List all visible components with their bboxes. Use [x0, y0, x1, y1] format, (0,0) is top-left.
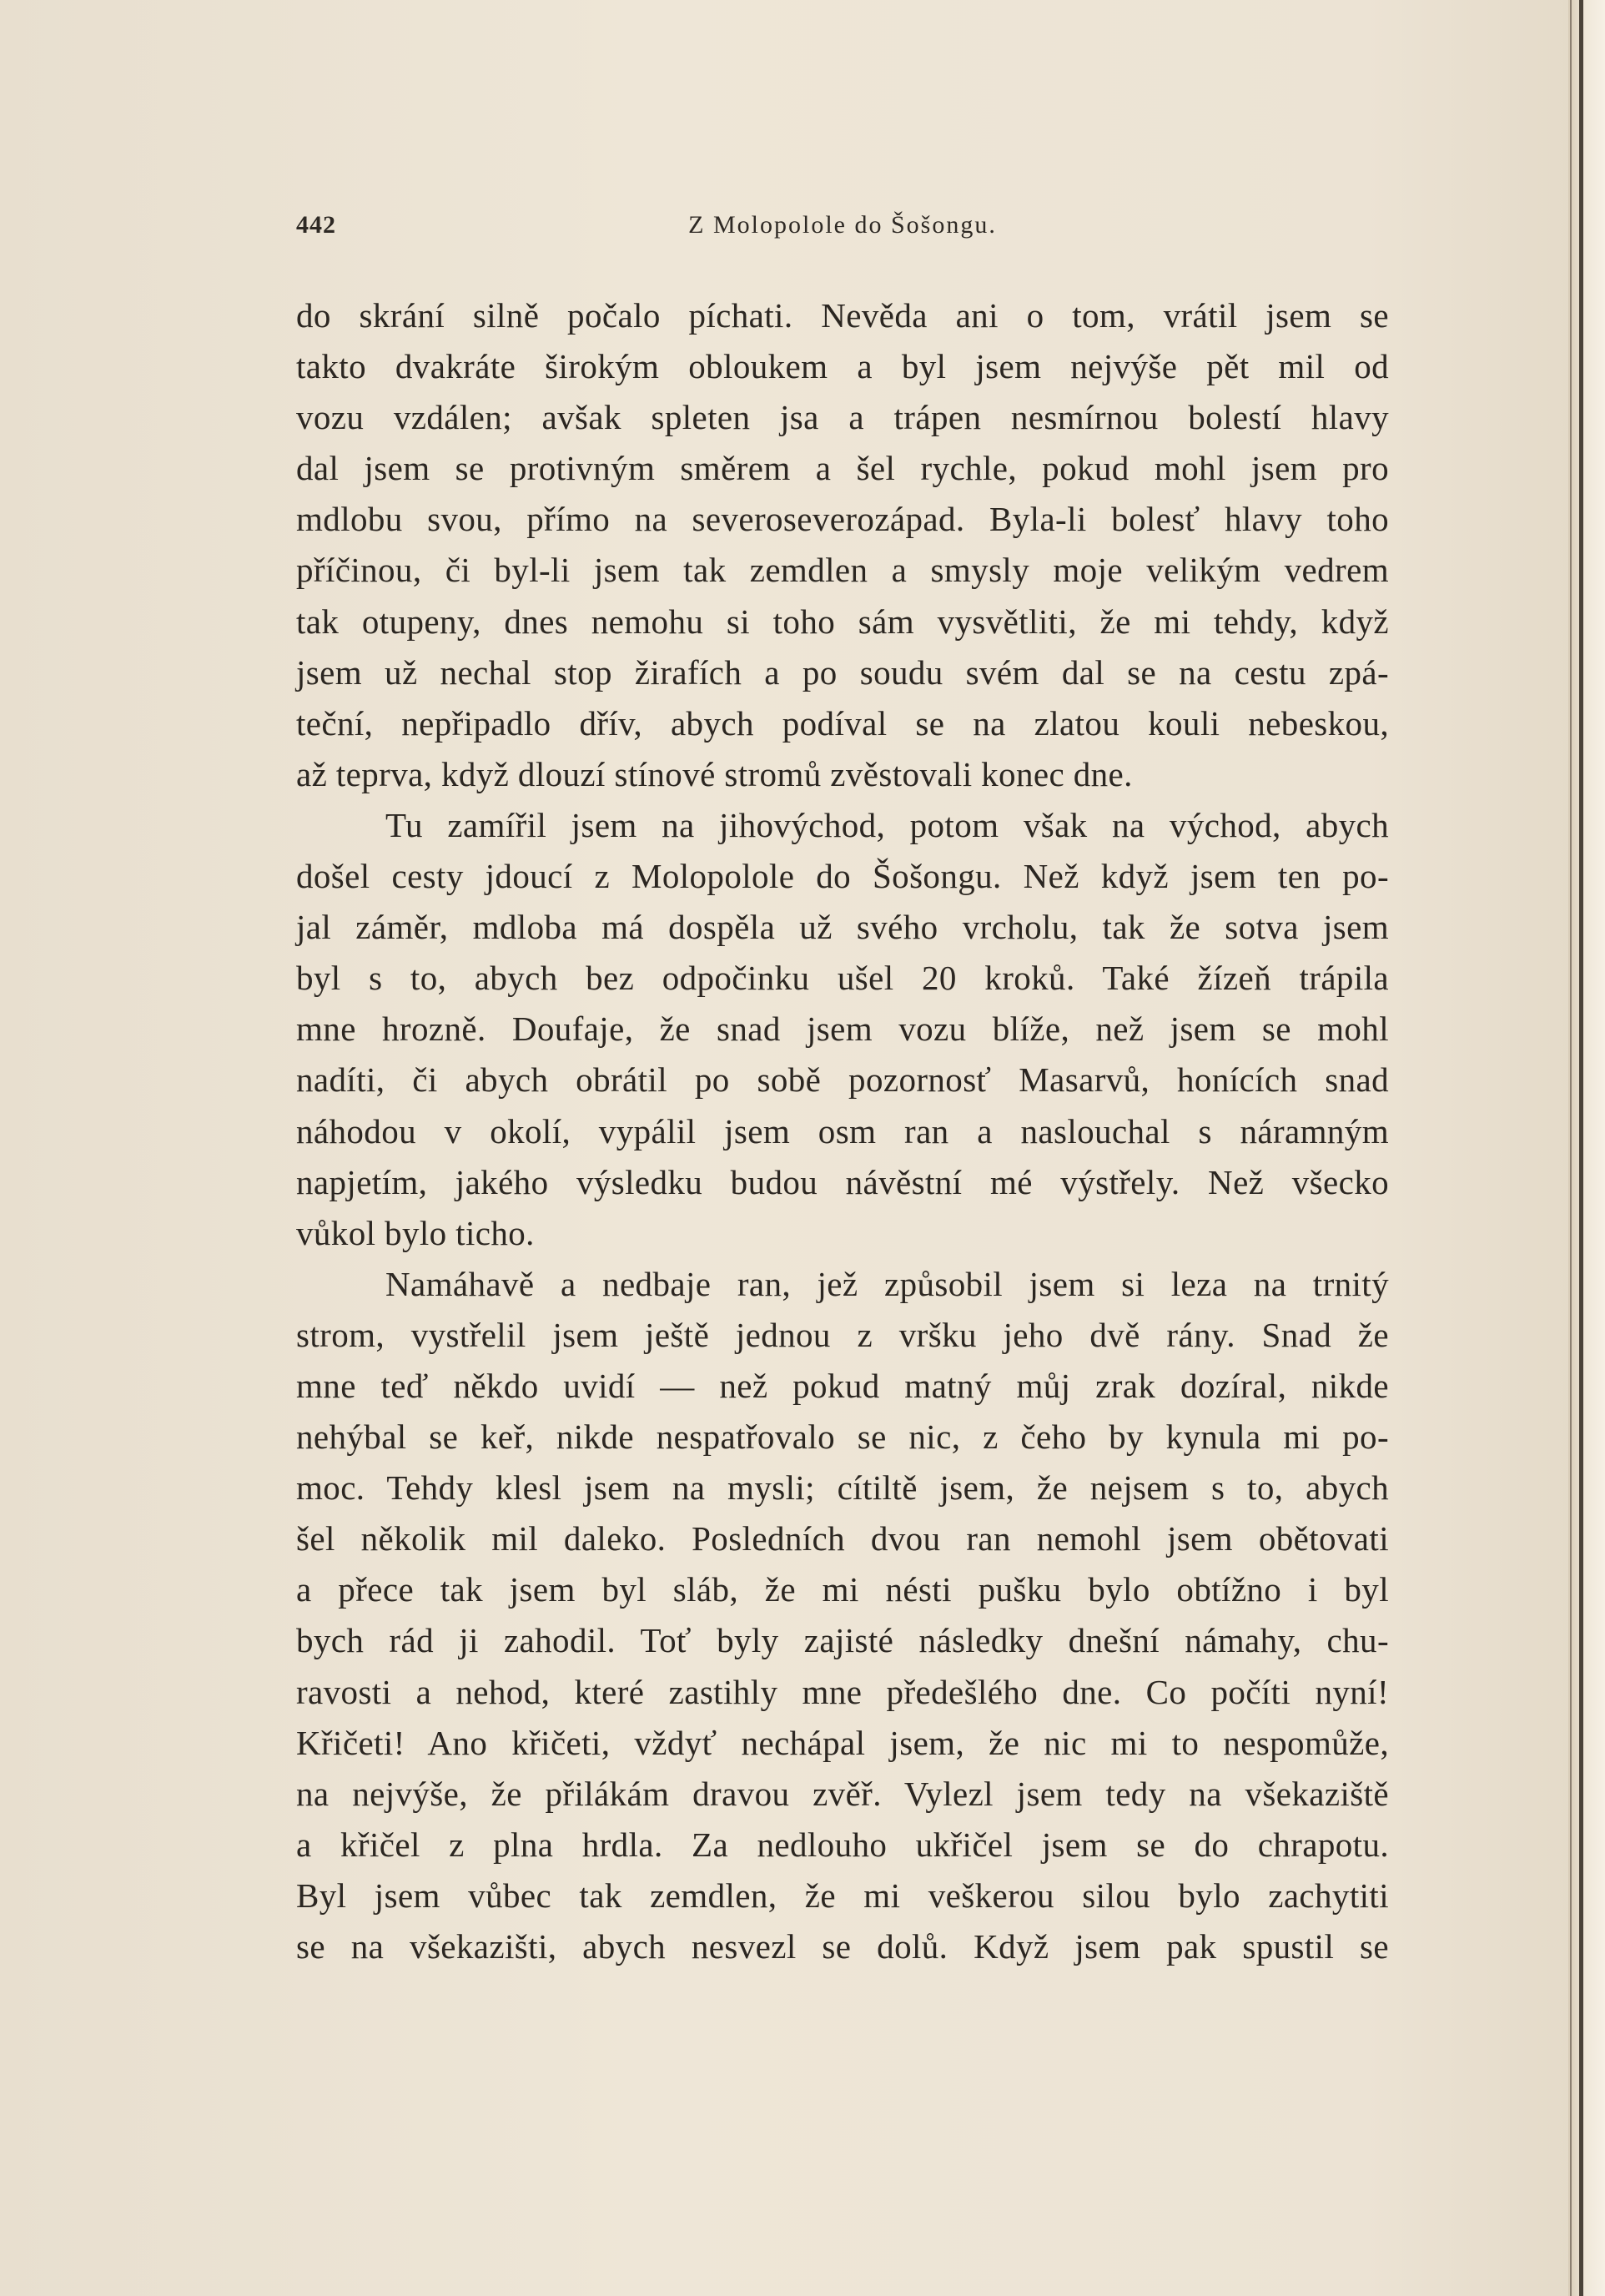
text-line: jsem už nechal stop žirafích a po soudu svém dal se na cestu zpá- — [296, 652, 1389, 692]
text-line: jal záměr, mdloba má dospěla už svého vrcholu, tak že sotva jsem — [296, 908, 1389, 947]
text-line: mne hrozně. Doufaje, že snad jsem vozu blíže, než jsem se mohl — [296, 1010, 1389, 1049]
text-line: a přece tak jsem byl sláb, že mi nésti pušku bylo obtížno i byl — [296, 1570, 1389, 1609]
running-head — [296, 211, 1389, 244]
text-line: nadíti, či abych obrátil po sobě pozornosť Masarvů, honících snad — [296, 1060, 1389, 1100]
text-line: až teprva, když dlouzí stínové stromů zvěstovali konec dne. — [296, 754, 1133, 793]
text-line: tak otupeny, dnes nemohu si toho sám vysvětliti, že mi tehdy, když — [296, 602, 1389, 641]
binding-edge — [1579, 0, 1583, 2296]
text-line: byl s to, abych bez odpočinku ušel 20 kroků. Také žízeň trápila — [296, 959, 1389, 998]
text-line: šel několik mil daleko. Posledních dvou ran nemohl jsem obětovati — [296, 1519, 1389, 1558]
page-edge — [1568, 0, 1605, 2296]
text-line: bych rád ji zahodil. Toť byly zajisté následky dnešní námahy, chu- — [296, 1621, 1389, 1660]
page-edge-line — [1570, 0, 1572, 2296]
text-line: Křičeti! Ano křičeti, vždyť nechápal jsem, že nic mi to nespomůže, — [296, 1723, 1389, 1762]
text-line: dal jsem se protivným směrem a šel rychle, pokud mohl jsem pro — [296, 449, 1389, 488]
page-number: 442 — [296, 211, 336, 239]
text-line: ravosti a nehod, které zastihly mne předešlého dne. Co počíti nyní! — [296, 1672, 1389, 1711]
text-line: mne teď někdo uvidí — než pokud matný můj zrak dozíral, nikde — [296, 1366, 1389, 1405]
text-line: teční, nepřipadlo dřív, abych podíval se na zlatou kouli nebeskou, — [296, 703, 1389, 743]
text-line: a křičel z plna hrdla. Za nedlouho ukřičel jsem se do chrapotu. — [296, 1825, 1389, 1864]
paragraph-first-line: Tu zamířil jsem na jihovýchod, potom však na východ, abych — [385, 805, 1389, 844]
text-line: došel cesty jdoucí z Molopolole do Šošongu. Než když jsem ten po- — [296, 857, 1389, 896]
paragraph-first-line: Namáhavě a nedbaje ran, jež způsobil jsem si leza na trnitý — [385, 1264, 1389, 1303]
text-line: příčinou, či byl-li jsem tak zemdlen a smysly moje velikým vedrem — [296, 551, 1389, 590]
text-line: na nejvýše, že přilákám dravou zvěř. Vylezl jsem tedy na všekaziště — [296, 1774, 1389, 1813]
text-line: do skrání silně počalo píchati. Nevěda ani o tom, vrátil jsem se — [296, 296, 1389, 335]
text-line: se na všekazišti, abych nesvezl se dolů. Když jsem pak spustil se — [296, 1927, 1389, 1966]
text-line: takto dvakráte širokým obloukem a byl jsem nejvýše pět mil od — [296, 347, 1389, 386]
text-line: mdlobu svou, přímo na severoseverozápad. Byla-li bolesť hlavy toho — [296, 500, 1389, 539]
text-line: napjetím, jakého výsledku budou návěstní mé výstřely. Než všecko — [296, 1162, 1389, 1201]
body-text — [296, 290, 1389, 1972]
text-line: náhodou v okolí, vypálil jsem osm ran a naslouchal s náramným — [296, 1111, 1389, 1151]
text-line: strom, vystřelil jsem ještě jednou z vršku jeho dvě rány. Snad že — [296, 1315, 1389, 1354]
running-title: Z Molopolole do Šošongu. — [688, 211, 997, 239]
text-line: moc. Tehdy klesl jsem na mysli; cítiltě jsem, že nejsem s to, abych — [296, 1468, 1389, 1508]
text-line: vůkol bylo ticho. — [296, 1213, 535, 1252]
text-line: nehýbal se keř, nikde nespatřovalo se nic, z čeho by kynula mi po- — [296, 1417, 1389, 1457]
text-line: vozu vzdálen; avšak spleten jsa a trápen nesmírnou bolestí hlavy — [296, 398, 1389, 437]
text-line: Byl jsem vůbec tak zemdlen, že mi veškerou silou bylo zachytiti — [296, 1876, 1389, 1915]
